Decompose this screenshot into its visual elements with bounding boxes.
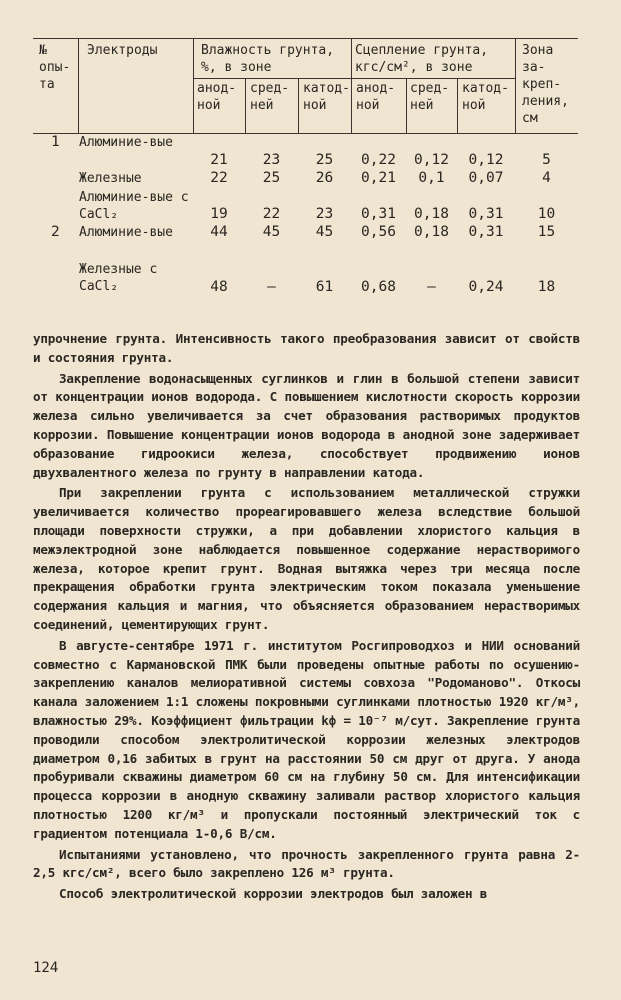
row-label: Алюминие-вые с CaCl₂ [79, 190, 189, 222]
row-label: Алюминие-вые [79, 225, 173, 240]
header-moisture-anode: анод-ной [197, 81, 237, 113]
cell-value: 44 [210, 224, 228, 240]
row-label: Железные [79, 171, 142, 186]
cell-value: 0,07 [468, 170, 504, 186]
header-no: № опы-та [39, 43, 71, 92]
cell-value: – [427, 279, 436, 295]
header-cohesion-cathode: катод-ной [462, 81, 509, 113]
row-number: 1 [51, 134, 60, 150]
table-rule [351, 38, 352, 134]
cell-value: 25 [262, 170, 281, 186]
header-cohesion: Сцепление грунта, кгс/см², в зоне [355, 43, 489, 75]
cell-value: 45 [315, 224, 334, 240]
cell-value: 0,22 [361, 152, 396, 168]
cell-value: 0,12 [414, 152, 449, 168]
cell-value: 22 [210, 170, 228, 186]
cell-value: 0,31 [468, 224, 504, 240]
page-number: 124 [33, 960, 59, 976]
cell-value: 0,24 [468, 279, 504, 295]
paragraph: Закрепление водонасыщенных суглинков и глин в большой степени зависит от концентрации ионов водорода. С повышением кислотности скорость коррозии железа сильно увеличивается за счет образования растворимых продуктов коррозии. Повышение концентрации ионов водорода в анодной зоне задерживает образование гидроокиси железа, способствует продвижению ионов двухвалентного железа по грунту в направлении катода. [33, 370, 580, 480]
cell-value: 25 [315, 152, 334, 168]
cell-value: 18 [537, 279, 556, 295]
table-rule [193, 78, 515, 79]
table-rule [193, 38, 194, 134]
table-rule [515, 38, 516, 134]
cell-value: 61 [315, 279, 334, 295]
header-cohesion-middle: сред-ней [410, 81, 450, 113]
table-rule [245, 78, 246, 134]
cell-value: – [267, 279, 276, 295]
cell-value: 0,31 [361, 206, 396, 222]
cell-value: 10 [537, 206, 556, 222]
header-zone: Зона за-креп-ления, см [522, 43, 569, 126]
cell-value: 23 [315, 206, 334, 222]
paragraph: Способ электролитической коррозии электродов был заложен в [59, 886, 488, 902]
cell-value: 23 [262, 152, 281, 168]
cell-value: 21 [210, 152, 228, 168]
cell-value: 22 [262, 206, 281, 222]
row-label: Алюминие-вые [79, 135, 173, 150]
header-moisture: Влажность грунта, %, в зоне [201, 43, 335, 75]
cell-value: 0,1 [418, 170, 445, 186]
table-rule [78, 38, 79, 134]
cell-value: 0,21 [361, 170, 396, 186]
cell-value: 0,18 [414, 224, 449, 240]
paragraph: упрочнение грунта. Интенсивность такого преобразования зависит от свойств и состояния грунта. [33, 331, 580, 365]
cell-value: 45 [262, 224, 281, 240]
header-moisture-middle: сред-ней [250, 81, 290, 113]
header-electrodes: Электроды [87, 43, 158, 58]
cell-value: 19 [210, 206, 228, 222]
cell-value: 0,12 [468, 152, 504, 168]
cell-value: 4 [542, 170, 551, 186]
cell-value: 0,18 [414, 206, 449, 222]
cell-value: 0,68 [361, 279, 396, 295]
row-label: Железные с CaCl₂ [79, 262, 158, 294]
table-rule [33, 38, 578, 39]
cell-value: 0,56 [361, 224, 396, 240]
row-number: 2 [51, 224, 60, 240]
paragraph: При закреплении грунта с использованием металлической стружки увеличивается количество прореагировавшего железа вследствие большой площади поверхности стружки, а при добавлении хлористого кальция в межэлектродной зоне наблюдается повышенное содержание нерастворимого железа, которое крепит грунт. Водная вытяжка через три месяца после прекращения обработки грунта электрическим током показала уменьшение содержания кальция и магния, что объясняется образованием нерастворимых соединений, цементирующих грунт. [33, 485, 580, 632]
table-rule [298, 78, 299, 134]
data-table-header [33, 38, 578, 134]
paragraph: В августе-сентябре 1971 г. институтом Росгипроводхоз и НИИ оснований совместно с Кармановской ПМК были проведены опытные работы по осушению-закреплению каналов мелиоративной системы совхоза "Родоманово". Откосы канала заложением 1:1 сложены покровными суглинками плотностью 1920 кг/м³, влажностью 29%. Коэффициент фильтрации kф = 10⁻⁷ м/сут. Закрепление грунта проводили способом электролитической коррозии железных электродов диаметром 0,16 забитых в грунт на расстоянии 50 см друг от друга. У анода пробуривали скважины диаметром 60 см на глубину 50 см. Для интенсификации процесса коррозии в анодную скважину заливали раствор хлористого кальция плотностью 1200 кг/м³ и пропускали постоянный электрический ток с градиентом потенциала 1-0,6 В/см. [33, 637, 580, 841]
paragraph: Испытаниями установлено, что прочность закрепленного грунта равна 2-2,5 кгс/см², всего было закреплено 126 м³ грунта. [33, 846, 580, 881]
cell-value: 48 [210, 279, 228, 295]
cell-value: 26 [315, 170, 334, 186]
body-text [33, 330, 580, 906]
cell-value: 0,31 [468, 206, 504, 222]
header-moisture-cathode: катод-ной [303, 81, 350, 113]
table-rule [406, 78, 407, 134]
cell-value: 5 [542, 152, 551, 168]
header-cohesion-anode: анод-ной [356, 81, 396, 113]
table-rule [457, 78, 458, 134]
cell-value: 15 [537, 224, 556, 240]
